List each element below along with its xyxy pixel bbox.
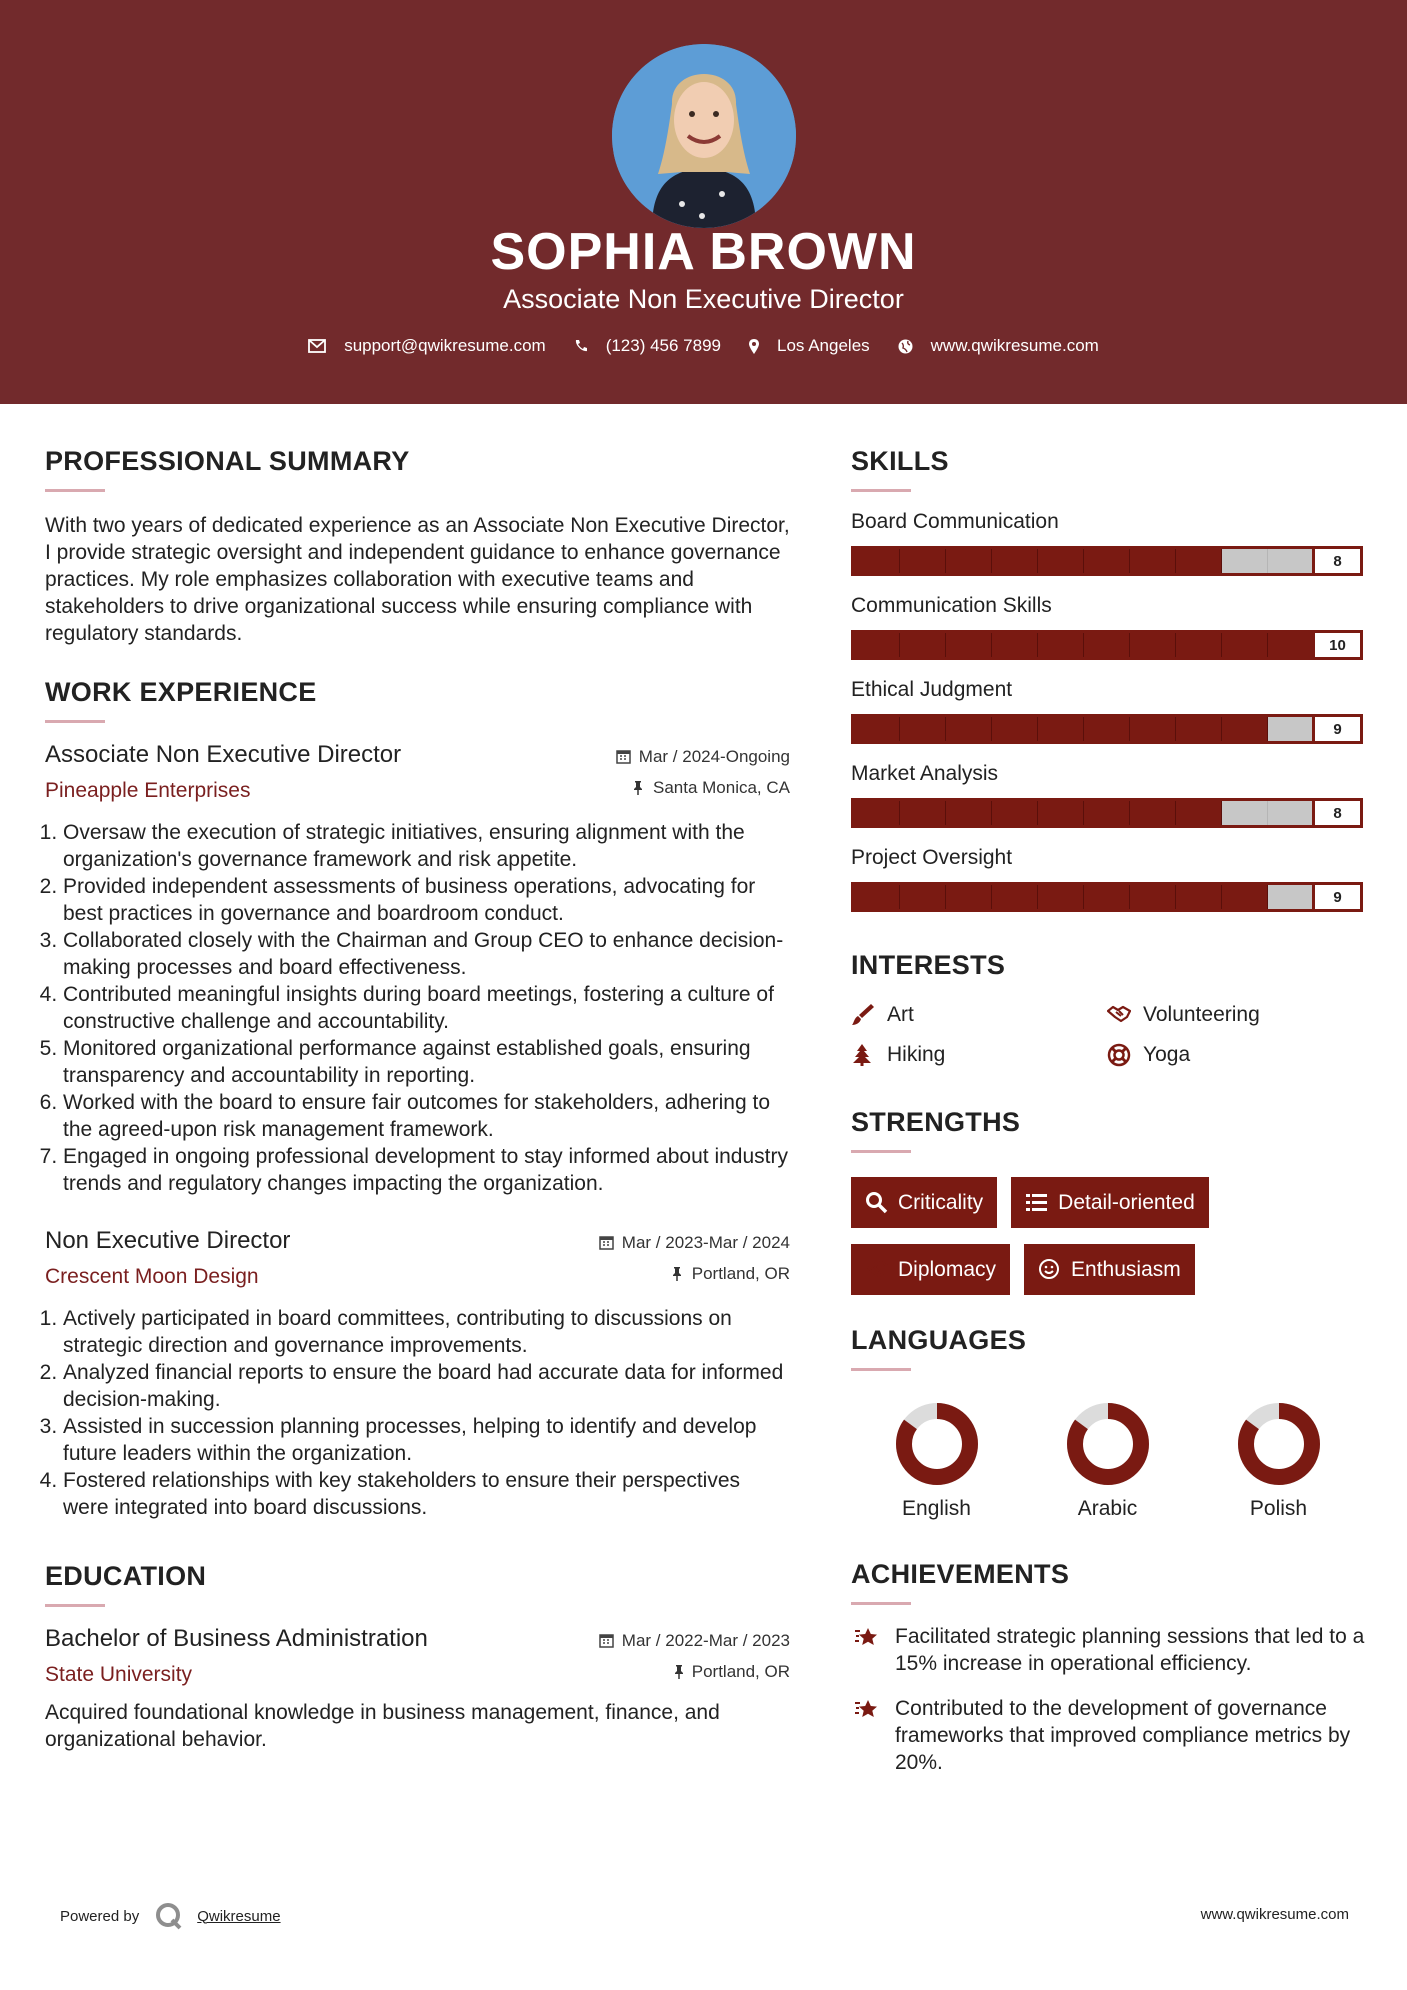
duty-item: 4. Contributed meaningful insights during board meetings, fostering a culture of constructive challenge and accountability. [63,981,790,1035]
duties-list [45,819,790,1197]
company-name: Crescent Moon Design [45,1265,259,1288]
qwikresume-link[interactable]: Qwikresume [197,1907,281,1925]
qwikresume-logo-icon [155,1902,183,1930]
strength-tag [851,1244,1010,1295]
skill-segment [1038,801,1084,825]
duty-item: 2. Provided independent assessments of business operations, advocating for best practices in governance and boardroom conduct. [63,873,790,927]
contact-email-text: support@qwikresume.com [344,336,546,355]
smile-icon [1038,1258,1061,1281]
skill-segment [854,885,900,909]
duty-item: 3. Collaborated closely with the Chairman and Group CEO to enhance decision-making processes and board effectiveness. [63,927,790,981]
skill-segment [854,717,900,741]
strengths-title: STRENGTHS [851,1107,1021,1137]
skill-segment [946,717,992,741]
skill-segment [1038,633,1084,657]
handshake-icon [1107,1003,1131,1027]
job-dates [599,1227,790,1258]
duty-item: 3. Assisted in succession planning processes, helping to identify and develop future leaders within the organization. [63,1413,790,1467]
contact-location-text: Los Angeles [777,336,870,355]
job-dates-text: Mar / 2024-Ongoing [638,746,790,766]
skill-segment [1084,801,1130,825]
skill-segment [1222,717,1268,741]
achievement-text: Contributed to the development of governance frameworks that improved compliance metrics by 20%. [895,1697,1351,1774]
skill-segment [946,801,992,825]
skill-row [851,594,1371,660]
skill-segment [1222,633,1268,657]
language-label: Arabic [1077,1497,1138,1520]
calendar-icon [599,1633,614,1648]
achievements-title: ACHIEVEMENTS [851,1559,1070,1589]
job-location-text: Portland, OR [691,1263,790,1283]
job-title: Non Executive Director [45,1227,291,1254]
job-location [599,1258,790,1289]
duty-item: 1. Oversaw the execution of strategic initiatives, ensuring alignment with the organization's governance framework and risk appetite. [63,819,790,873]
interest-item [851,1003,1107,1027]
section-divider [45,489,105,492]
skill-segment [1084,633,1130,657]
skill-segment [946,549,992,573]
section-divider [851,1602,911,1605]
skill-segment [1222,549,1268,573]
interests-title: INTERESTS [851,950,1006,980]
skill-segment [854,549,900,573]
skill-segment [1222,885,1268,909]
skill-segment [1130,801,1176,825]
job-location-text: Santa Monica, CA [652,777,790,797]
duty-item: 5. Monitored organizational performance against established goals, ensuring transparency and accountability in reporting. [63,1035,790,1089]
school-name: State University [45,1663,193,1686]
language-label: English [902,1497,971,1520]
language-donut [1236,1401,1322,1487]
languages-title: LANGUAGES [851,1325,1027,1355]
candidate-role: Associate Non Executive Director [503,284,904,314]
achievements-section [851,1559,1371,1776]
experience-title: WORK EXPERIENCE [45,677,317,707]
job-entry [45,1227,790,1521]
paintbrush-icon [851,1003,875,1027]
left-column [45,446,790,1753]
skill-name: Board Communication [851,510,1059,533]
map-marker-icon [749,339,759,354]
skill-segment [1084,885,1130,909]
lifebuoy-icon [1107,1043,1131,1067]
interest-item [1107,1003,1363,1027]
skill-name: Market Analysis [851,762,999,785]
interest-label: Yoga [1143,1043,1191,1066]
job-entry [45,741,790,1197]
skill-segment [1084,717,1130,741]
strength-label: Criticality [898,1190,984,1214]
skill-bar [851,882,1363,912]
education-description: Acquired foundational knowledge in business management, finance, and organizational behavior. [45,1701,720,1751]
job-location [616,772,790,803]
pin-icon [674,1664,684,1679]
job-meta [616,741,790,803]
handshake-icon [865,1258,888,1281]
skill-segment [1130,717,1176,741]
section-divider [851,1150,911,1153]
contact-website[interactable] [898,336,1099,356]
summary-section [45,446,790,647]
phone-icon [574,339,588,353]
duty-item: 4. Fostered relationships with key stakeholders to ensure their perspectives were integrated into board discussions. [63,1467,790,1521]
star-award-icon [851,1625,881,1649]
skill-segment [1268,885,1314,909]
skill-segment [1038,549,1084,573]
skill-score: 9 [1312,717,1360,741]
section-divider [851,1368,911,1371]
skill-segment [992,549,1038,573]
duty-item: 2. Analyzed financial reports to ensure the board had accurate data for informed decision-making. [63,1359,790,1413]
language-item [1022,1401,1193,1521]
list-icon [1025,1191,1048,1214]
skill-segment [1268,549,1314,573]
education-title: EDUCATION [45,1561,207,1591]
education-location [599,1656,790,1687]
interest-item [851,1043,1107,1067]
skill-segment [1222,801,1268,825]
education-entry [45,1625,790,1753]
skill-bar [851,630,1363,660]
resume-header [0,0,1407,404]
pin-icon [670,1266,684,1281]
skill-segment [946,633,992,657]
job-dates-text: Mar / 2023-Mar / 2024 [621,1232,790,1252]
skill-segment [992,633,1038,657]
skill-name: Ethical Judgment [851,678,1013,701]
skill-segment [1130,549,1176,573]
contact-bar [0,336,1407,356]
skill-segment [1038,885,1084,909]
interest-item [1107,1043,1363,1067]
interest-label: Volunteering [1143,1003,1260,1026]
education-location-text: Portland, OR [691,1661,790,1681]
education-section [45,1561,790,1753]
contact-website-text: www.qwikresume.com [930,336,1099,355]
skill-name: Communication Skills [851,594,1052,617]
duty-item: 7. Engaged in ongoing professional development to stay informed about industry trends and regulatory changes impacting the organization. [63,1143,790,1197]
powered-by-text: Powered by [60,1907,140,1925]
language-item [1193,1401,1364,1521]
section-divider [45,1604,105,1607]
education-meta [599,1625,790,1687]
section-divider [45,720,105,723]
right-column [851,446,1371,1776]
duties-list [45,1305,790,1521]
search-icon [865,1191,888,1214]
skill-score: 9 [1312,885,1360,909]
contact-email[interactable] [308,336,546,356]
envelope-icon [308,339,326,353]
skill-segment [1268,633,1314,657]
degree-title: Bachelor of Business Administration [45,1625,428,1652]
strength-tag [1011,1177,1209,1228]
strength-label: Diplomacy [898,1257,997,1281]
strength-tag [1024,1244,1195,1295]
summary-title: PROFESSIONAL SUMMARY [45,446,410,476]
language-item [851,1401,1022,1521]
education-dates-text: Mar / 2022-Mar / 2023 [621,1630,790,1650]
skill-segment [1268,801,1314,825]
skill-segment [992,801,1038,825]
page-footer [0,1898,1407,1934]
star-award-icon [851,1697,881,1721]
skill-row [851,846,1371,912]
skill-segment [1176,801,1222,825]
footer-url[interactable]: www.qwikresume.com [1200,1906,1349,1923]
achievement-item [851,1623,1371,1677]
strength-tag [851,1177,997,1228]
tree-icon [851,1043,875,1067]
skill-segment [900,717,946,741]
skill-row [851,678,1371,744]
job-title: Associate Non Executive Director [45,741,402,768]
contact-phone-text: (123) 456 7899 [605,336,722,355]
skill-segment [900,801,946,825]
skill-score: 10 [1312,633,1360,657]
skill-name: Project Oversight [851,846,1013,869]
languages-section [851,1325,1371,1521]
interest-label: Hiking [887,1043,946,1066]
pin-icon [631,780,645,795]
job-dates [616,741,790,772]
achievement-item [851,1695,1371,1776]
calendar-icon [599,1235,614,1250]
education-dates [599,1625,790,1656]
job-meta [599,1227,790,1289]
company-name: Pineapple Enterprises [45,779,251,802]
skill-row [851,510,1371,576]
powered-by [60,1902,281,1930]
skills-title: SKILLS [851,446,949,476]
calendar-icon [616,749,631,764]
skill-segment [1084,549,1130,573]
profile-photo [612,44,796,228]
skill-segment [1176,549,1222,573]
skill-segment [900,885,946,909]
skill-segment [1176,885,1222,909]
duty-item: 6. Worked with the board to ensure fair outcomes for stakeholders, adhering to the agreed-upon risk management framework. [63,1089,790,1143]
achievement-text: Facilitated strategic planning sessions that led to a 15% increase in operational efficiency. [895,1625,1365,1675]
skills-section [851,446,1371,912]
summary-text: With two years of dedicated experience as an Associate Non Executive Director, I provide strategic oversight and independent guidance to enhance governance practices. My role emphasizes collaboration with executive teams and stakeholders to drive organizational success while ensuring compliance with regulatory standards. [45,514,790,645]
skill-score: 8 [1312,801,1360,825]
section-divider [851,489,911,492]
strengths-section [851,1107,1371,1295]
skill-segment [900,633,946,657]
skill-segment [1130,633,1176,657]
skill-segment [992,885,1038,909]
skill-bar [851,714,1363,744]
contact-location [749,336,870,356]
skill-segment [854,633,900,657]
candidate-name: SOPHIA BROWN [490,223,917,281]
contact-phone[interactable] [574,336,721,356]
skill-segment [1268,717,1314,741]
skill-segment [1038,717,1084,741]
interests-section [851,950,1371,1067]
skill-segment [1176,717,1222,741]
skill-segment [1176,633,1222,657]
skill-segment [900,549,946,573]
duty-item: 1. Actively participated in board committees, contributing to discussions on strategic direction and governance improvements. [63,1305,790,1359]
language-donut [1065,1401,1151,1487]
experience-section [45,677,790,1521]
skill-segment [1130,885,1176,909]
skill-bar [851,798,1363,828]
skill-segment [854,801,900,825]
skill-segment [992,717,1038,741]
globe-icon [898,339,913,354]
strength-label: Detail-oriented [1058,1190,1195,1214]
language-label: Polish [1249,1497,1308,1520]
strength-label: Enthusiasm [1071,1257,1181,1281]
language-donut [894,1401,980,1487]
interest-label: Art [887,1003,914,1026]
skill-segment [946,885,992,909]
skill-score: 8 [1312,549,1360,573]
skill-row [851,762,1371,828]
skill-bar [851,546,1363,576]
